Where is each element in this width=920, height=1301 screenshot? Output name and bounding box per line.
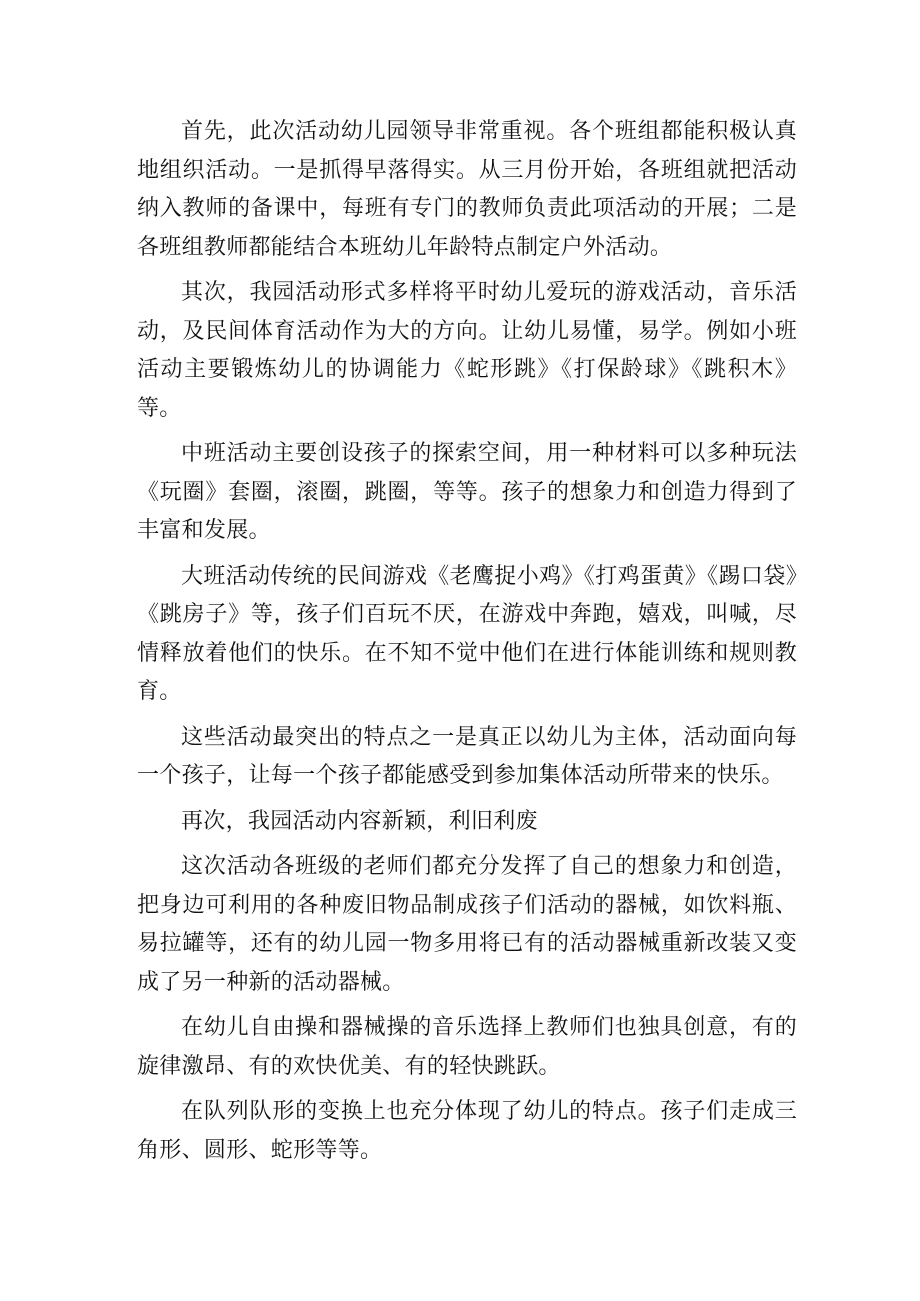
paragraph-7: 这次活动各班级的老师们都充分发挥了自己的想象力和创造，把身边可利用的各种废旧物品制成孩子们活动的器械，如饮料瓶、易拉罐等，还有的幼儿园一物多用将已有的活动器械重新改装又变成了另一种新的活动器械。 — [137, 854, 797, 995]
paragraph-3: 中班活动主要创设孩子的探索空间，用一种材料可以多种玩法《玩圈》套圈，滚圈，跳圈，等等。孩子的想象力和创造力得到了丰富和发展。 — [137, 441, 797, 543]
paragraph-5: 这些活动最突出的特点之一是真正以幼儿为主体，活动面向每一个孩子，让每一个孩子都能感受到参加集体活动所带来的快乐。 — [137, 724, 797, 788]
paragraph-6: 再次，我园活动内容新颖，利旧利废 — [181, 808, 538, 834]
paragraph-8: 在幼儿自由操和器械操的音乐选择上教师们也独具创意，有的旋律激昂、有的欢快优美、有的轻快跳跃。 — [137, 1015, 797, 1079]
paragraph-1: 首先，此次活动幼儿园领导非常重视。各个班组都能积极认真地组织活动。一是抓得早落得实。从三月份开始，各班组就把活动纳入教师的备课中，每班有专门的教师负责此项活动的开展；二是各班组教师都能结合本班幼儿年龄特点制定户外活动。 — [137, 119, 797, 260]
paragraph-4: 大班活动传统的民间游戏《老鹰捉小鸡》《打鸡蛋黄》《踢口袋》《跳房子》等，孩子们百玩不厌，在游戏中奔跑，嬉戏，叫喊，尽情释放着他们的快乐。在不知不觉中他们在进行体能训练和规则教育。 — [137, 563, 797, 704]
document-body — [137, 113, 797, 1177]
paragraph-2: 其次，我园活动形式多样将平时幼儿爱玩的游戏活动，音乐活动，及民间体育活动作为大的方向。让幼儿易懂，易学。例如小班活动主要锻炼幼儿的协调能力《蛇形跳》《打保龄球》《跳积木》等。 — [137, 280, 797, 421]
paragraph-9: 在队列队形的变换上也充分体现了幼儿的特点。孩子们走成三角形、圆形、蛇形等等。 — [137, 1099, 797, 1163]
